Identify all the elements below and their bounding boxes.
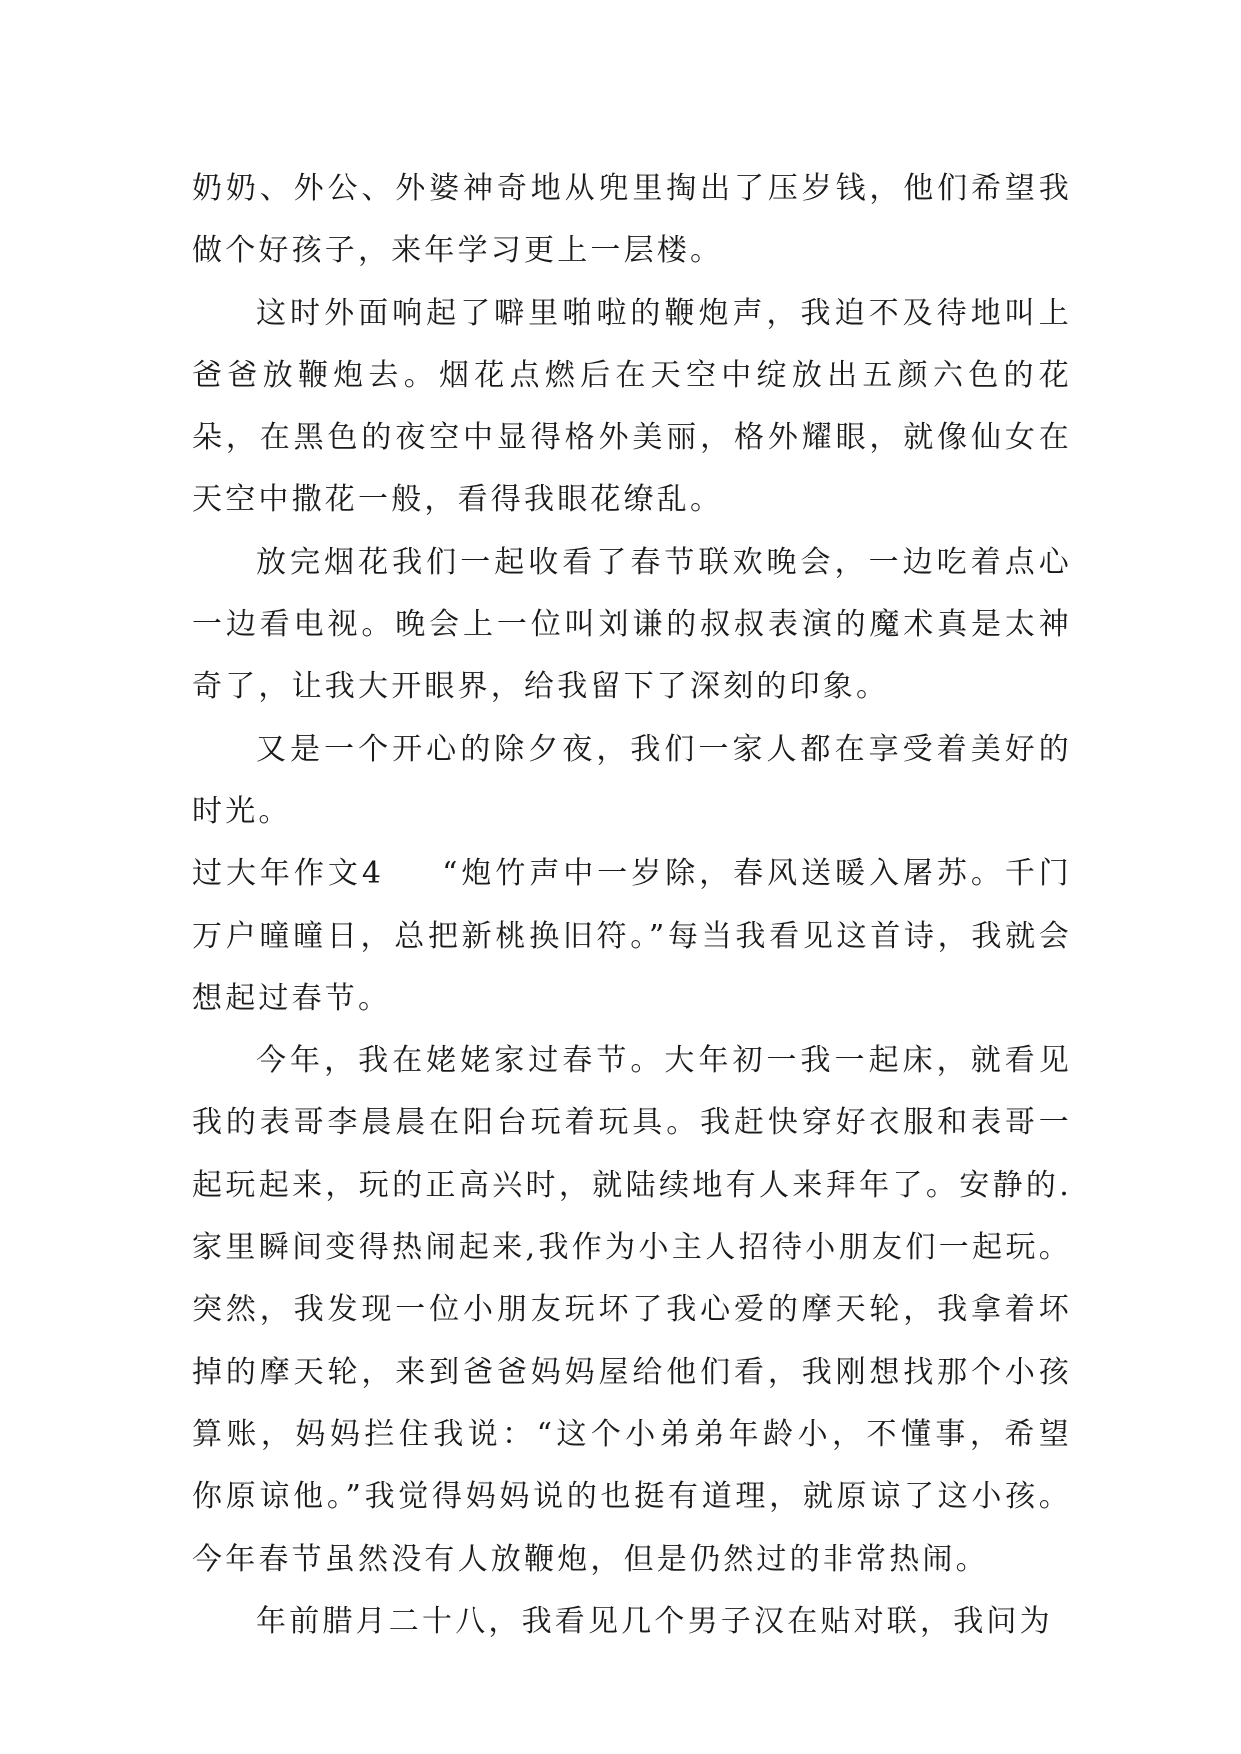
paragraph-fireworks xyxy=(192,283,1072,532)
paragraph-essay-4-intro xyxy=(192,843,1072,1030)
paragraph-text: 又是一个开心的除夕夜，我们一家人都在享受着美好的时光。 xyxy=(192,731,1072,829)
paragraph-new-years-eve xyxy=(192,719,1072,844)
paragraph-text: 今年，我在姥姥家过春节。大年初一我一起床，就看见我的表哥李晨晨在阳台玩着玩具。我赶快穿好衣服和表哥一起玩起来，玩的正高兴时，就陆续地有人来拜年了。安静的.家里瞬间变得热闹起来,我作为小主人招待小朋友们一起玩。突然，我发现一位小朋友玩坏了我心爱的摩天轮，我拿着坏掉的摩天轮，来到爸爸妈妈屋给他们看，我刚想找那个小孩算账，妈妈拦住我说：“这个小弟弟年龄小，不懂事，希望你原谅他。”我觉得妈妈说的也挺有道理，就原谅了这小孩。今年春节虽然没有人放鞭炮，但是仍然过的非常热闹。 xyxy=(192,1043,1072,1577)
paragraph-couplets xyxy=(192,1591,1072,1653)
essay-heading: 过大年作文4 xyxy=(192,856,385,892)
paragraph-text: 年前腊月二十八，我看见几个男子汉在贴对联，我问为 xyxy=(256,1603,1053,1639)
paragraph-text: 奶奶、外公、外婆神奇地从兜里掏出了压岁钱，他们希望我做个好孩子，来年学习更上一层楼。 xyxy=(192,171,1072,269)
paragraph-text: “炮竹声中一岁除，春风送暖入屠苏。千门万户曈曈日，总把新桃换旧符。”每当我看见这首诗，我就会想起过春节。 xyxy=(192,856,1072,1016)
paragraph-text: 这时外面响起了噼里啪啦的鞭炮声，我迫不及待地叫上爸爸放鞭炮去。烟花点燃后在天空中绽放出五颜六色的花朵，在黑色的夜空中显得格外美丽，格外耀眼，就像仙女在天空中撒花一般，看得我眼花缭乱。 xyxy=(192,295,1072,518)
paragraph-pressing-money xyxy=(192,158,1072,283)
paragraph-grandma-house xyxy=(192,1030,1072,1591)
paragraph-text: 放完烟花我们一起收看了春节联欢晚会，一边吃着点心一边看电视。晚会上一位叫刘谦的叔叔表演的魔术真是太神奇了，让我大开眼界，给我留下了深刻的印象。 xyxy=(192,544,1072,705)
paragraph-gala xyxy=(192,532,1072,719)
article-body xyxy=(192,158,1072,1653)
